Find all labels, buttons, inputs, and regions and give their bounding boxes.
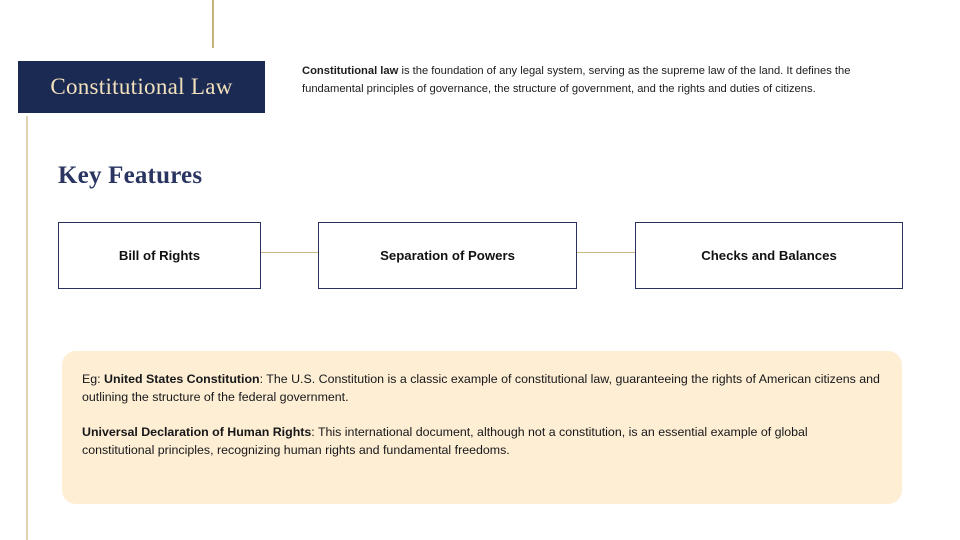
example-separator: : xyxy=(311,424,318,439)
examples-callout xyxy=(62,351,902,504)
section-heading-key-features: Key Features xyxy=(58,162,203,189)
example-text: This international document, although not a constitution, is an essential example of global constitutional principles, recognizing human rights and fundamental freedoms. xyxy=(82,424,808,457)
left-accent-rule xyxy=(26,116,28,540)
feature-box-bill-of-rights[interactable] xyxy=(58,222,261,289)
example-separator: : xyxy=(259,372,267,386)
connector-line-1 xyxy=(261,252,318,253)
page-title: Constitutional Law xyxy=(50,74,233,99)
title-banner xyxy=(18,61,265,113)
example-text: The U.S. Constitution is a classic example of constitutional law, guaranteeing the rights of American citizens and outlining the structure of the federal government. xyxy=(82,372,880,404)
feature-box-separation-of-powers[interactable] xyxy=(318,222,577,289)
example-eg-prefix: Eg: xyxy=(82,372,105,386)
connector-line-2 xyxy=(577,252,635,253)
intro-body-text: is the foundation of any legal system, serving as the supreme law of the land. It defines the fundamental principles of governance, the structure of government, and the rights and duties of citizens. xyxy=(302,65,851,96)
top-accent-rule xyxy=(212,0,214,48)
intro-lead-term: Constitutional law xyxy=(302,65,399,77)
feature-box-checks-and-balances[interactable] xyxy=(635,222,903,289)
example-item xyxy=(82,371,880,407)
feature-box-label: Separation of Powers xyxy=(380,248,515,263)
intro-paragraph xyxy=(302,62,888,98)
feature-box-label: Checks and Balances xyxy=(701,248,837,263)
example-item xyxy=(82,424,880,460)
example-term: United States Constitution xyxy=(104,372,260,386)
feature-box-label: Bill of Rights xyxy=(118,248,201,263)
example-term: Universal Declaration of Human Rights xyxy=(82,424,312,439)
